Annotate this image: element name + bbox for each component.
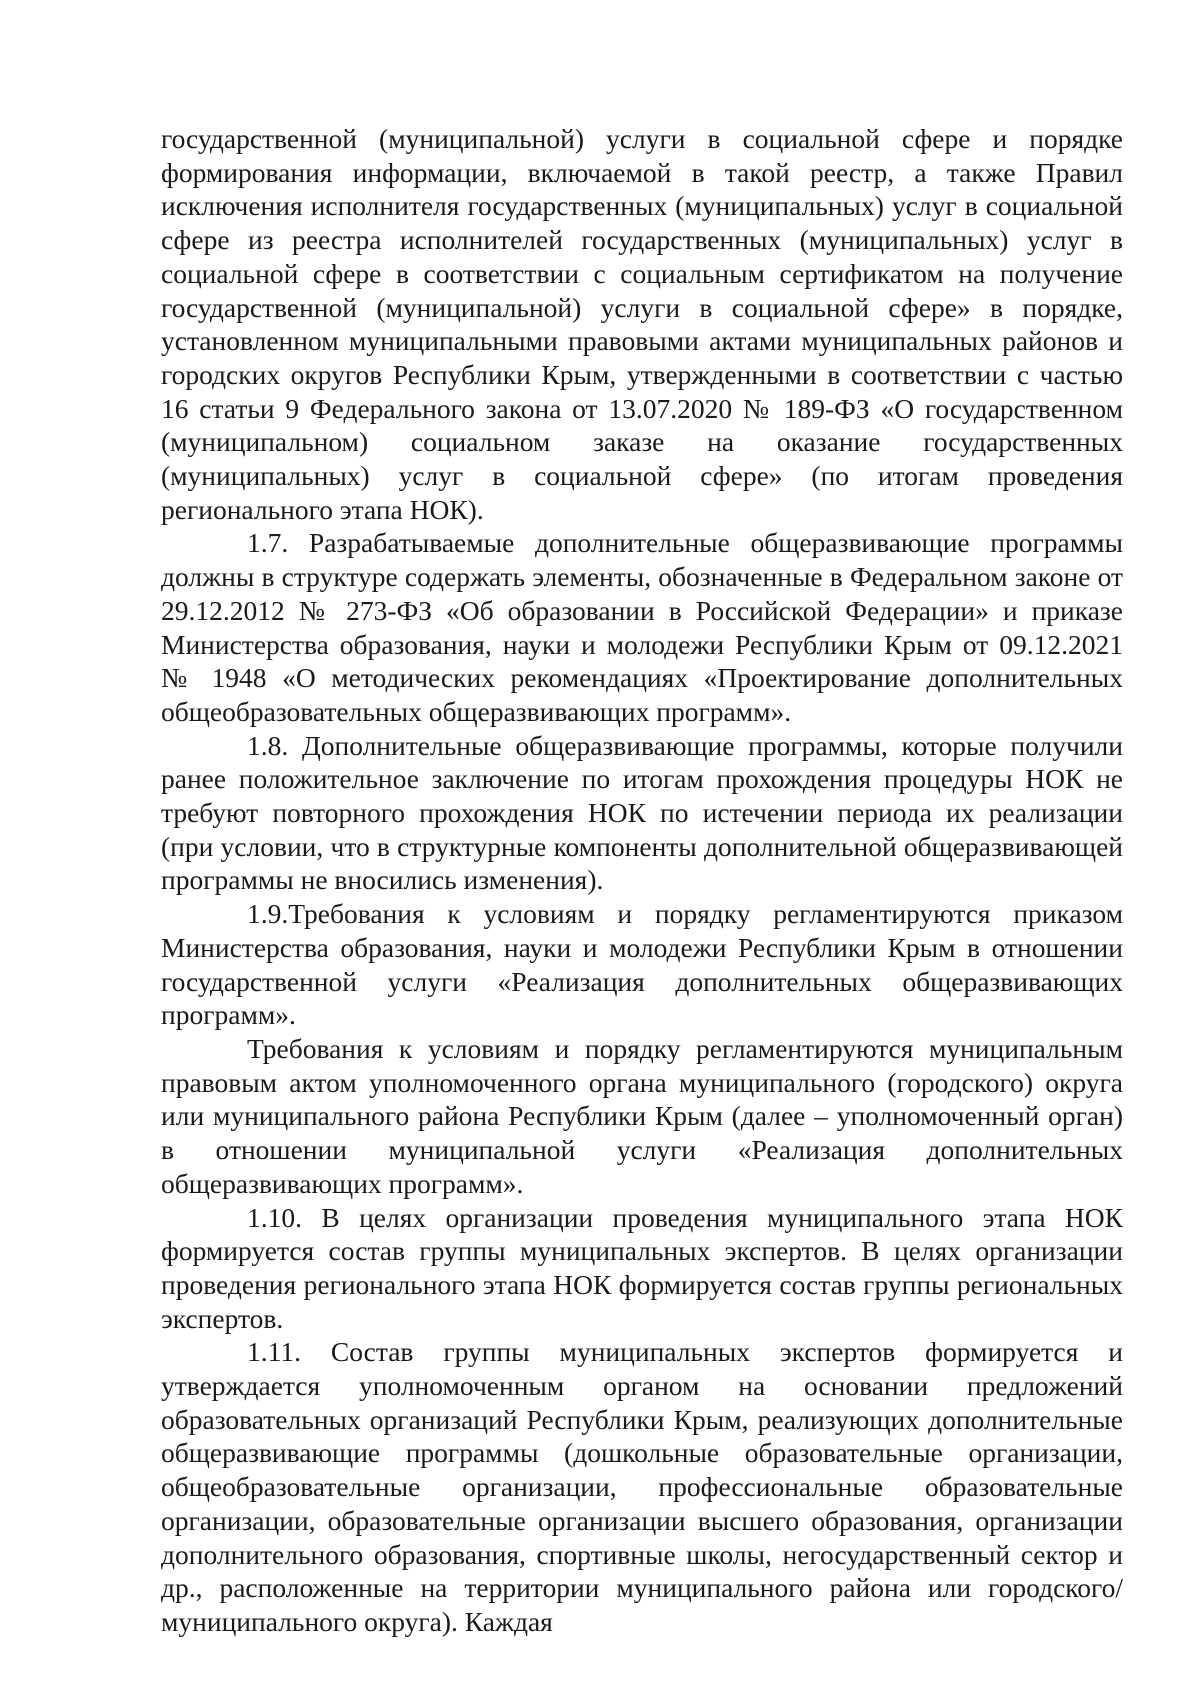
paragraph-1-9: 1.9.Требования к условиям и порядку регламентируются приказом Министерства образования, науки и молодежи Республики Крым в отношении государственной услуги «Реализация дополнительных общеразвивающих программ». (161, 898, 1123, 1031)
paragraph-1-8: 1.8. Дополнительные общеразвивающие программы, которые получили ранее положительное заключение по итогам прохождения процедуры НОК не требуют повторного прохождения НОК по истечении периода их реализации (при условии, что в структурные компоненты дополнительной общеразвивающей программы не вносились изменения). (161, 729, 1123, 896)
paragraph-1-10: 1.10. В целях организации проведения муниципального этапа НОК формируется состав группы муниципальных экспертов. В целях организации проведения регионального этапа НОК формируется состав группы региональных экспертов. (161, 1201, 1123, 1334)
paragraph-1-11: 1.11. Состав группы муниципальных экспертов формируется и утверждается уполномоченным органом на основании предложений образовательных организаций Республики Крым, реализующих дополнительные общеразвивающие программы (дошкольные образовательные организации, общеобразовательные организации, профессиональные образовательные организации, образовательные организации высшего образования, организации дополнительного образования, спортивные школы, негосударственный сектор и др., расположенные на территории муниципального района или городского/муниципального округа). Каждая (161, 1336, 1123, 1637)
paragraph-1-7: 1.7. Разрабатываемые дополнительные общеразвивающие программы должны в структуре содержать элементы, обозначенные в Федеральном законе от 29.12.2012 № 273-ФЗ «Об образовании в Российской Федерации» и приказе Министерства образования, науки и молодежи Республики Крым от 09.12.2021 № 1948 «О методических рекомендациях «Проектирование дополнительных общеобразовательных общеразвивающих программ». (161, 527, 1123, 727)
paragraph-1-9-municipal: Требования к условиям и порядку регламентируются муниципальным правовым актом уполномоченного органа муниципального (городского) округа или муниципального района Республики Крым (далее – уполномоченный орган) в отношении муниципальной услуги «Реализация дополнительных общеразвивающих программ». (161, 1032, 1123, 1199)
document-body (161, 122, 1123, 1639)
paragraph-continuation: государственной (муниципальной) услуги в социальной сфере и порядке формирования информации, включаемой в такой реестр, а также Правил исключения исполнителя государственных (муниципальных) услуг в социальной сфере из реестра исполнителей государственных (муниципальных) услуг в социальной сфере в соответствии с социальным сертификатом на получение государственной (муниципальной) услуги в социальной сфере» в порядке, установленном муниципальными правовыми актами муниципальных районов и городских округов Республики Крым, утвержденными в соответствии с частью 16 статьи 9 Федерального закона от 13.07.2020 № 189-ФЗ «О государственном (муниципальном) социальном заказе на оказание государственных (муниципальных) услуг в социальной сфере» (по итогам проведения регионального этапа НОК). (161, 123, 1123, 525)
